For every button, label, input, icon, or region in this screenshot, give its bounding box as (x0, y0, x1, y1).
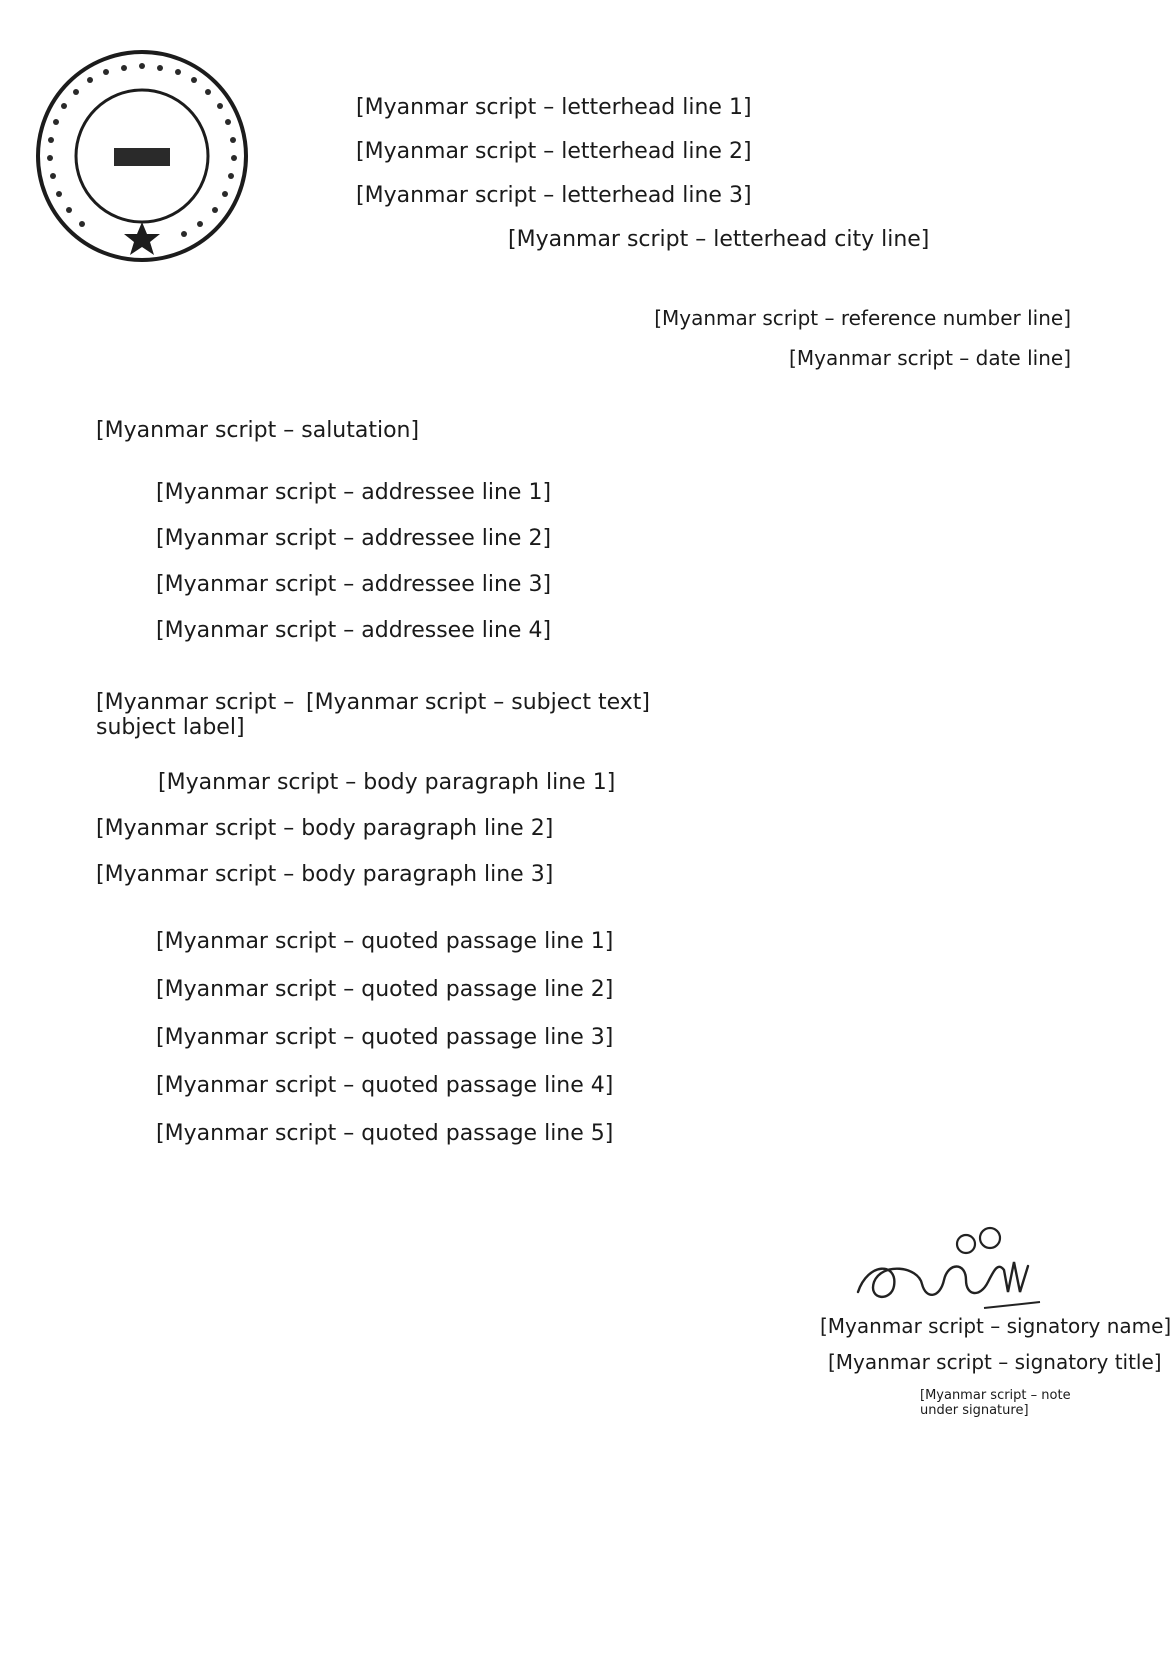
letterhead-city: [Myanmar script – letterhead city line] (508, 227, 930, 252)
signatory-title: [Myanmar script – signatory title] (828, 1350, 1162, 1374)
body-line: [Myanmar script – body paragraph line 2] (96, 816, 554, 841)
body-line: [Myanmar script – body paragraph line 1] (158, 770, 616, 795)
addressee-line: [Myanmar script – addressee line 3] (156, 572, 552, 597)
quote-line: [Myanmar script – quoted passage line 2] (156, 977, 614, 1002)
signature-note: [Myanmar script – note under signature] (920, 1388, 1071, 1418)
reference-number: [Myanmar script – reference number line] (654, 306, 1071, 330)
letter-date: [Myanmar script – date line] (789, 346, 1071, 370)
signature-block (820, 1222, 1171, 1418)
body-paragraph (96, 760, 1086, 898)
signatory-name: [Myanmar script – signatory name] (820, 1314, 1171, 1338)
addressee-line: [Myanmar script – addressee line 4] (156, 618, 552, 643)
reference-block (654, 298, 1071, 378)
subject-line (96, 690, 1086, 740)
quote-line: [Myanmar script – quoted passage line 3] (156, 1025, 614, 1050)
body-line: [Myanmar script – body paragraph line 3] (96, 862, 554, 887)
letterhead (356, 86, 930, 262)
addressee-line: [Myanmar script – addressee line 1] (156, 480, 552, 505)
addressee-line: [Myanmar script – addressee line 2] (156, 526, 552, 551)
handwritten-signature (848, 1222, 1048, 1312)
quote-line: [Myanmar script – quoted passage line 1] (156, 929, 614, 954)
subject-label: [Myanmar script – subject label] (96, 690, 295, 740)
quote-line: [Myanmar script – quoted passage line 5] (156, 1121, 614, 1146)
letterhead-line-3: [Myanmar script – letterhead line 3] (356, 183, 752, 208)
addressee-block (156, 470, 1086, 654)
subject-text: [Myanmar script – subject text] (306, 690, 650, 715)
letterhead-line-2: [Myanmar script – letterhead line 2] (356, 139, 752, 164)
quote-line: [Myanmar script – quoted passage line 4] (156, 1073, 614, 1098)
salutation: [Myanmar script – salutation] (96, 418, 420, 443)
official-seal (30, 44, 254, 268)
letterhead-line-1: [Myanmar script – letterhead line 1] (356, 95, 752, 120)
quoted-forecast (156, 918, 1086, 1158)
